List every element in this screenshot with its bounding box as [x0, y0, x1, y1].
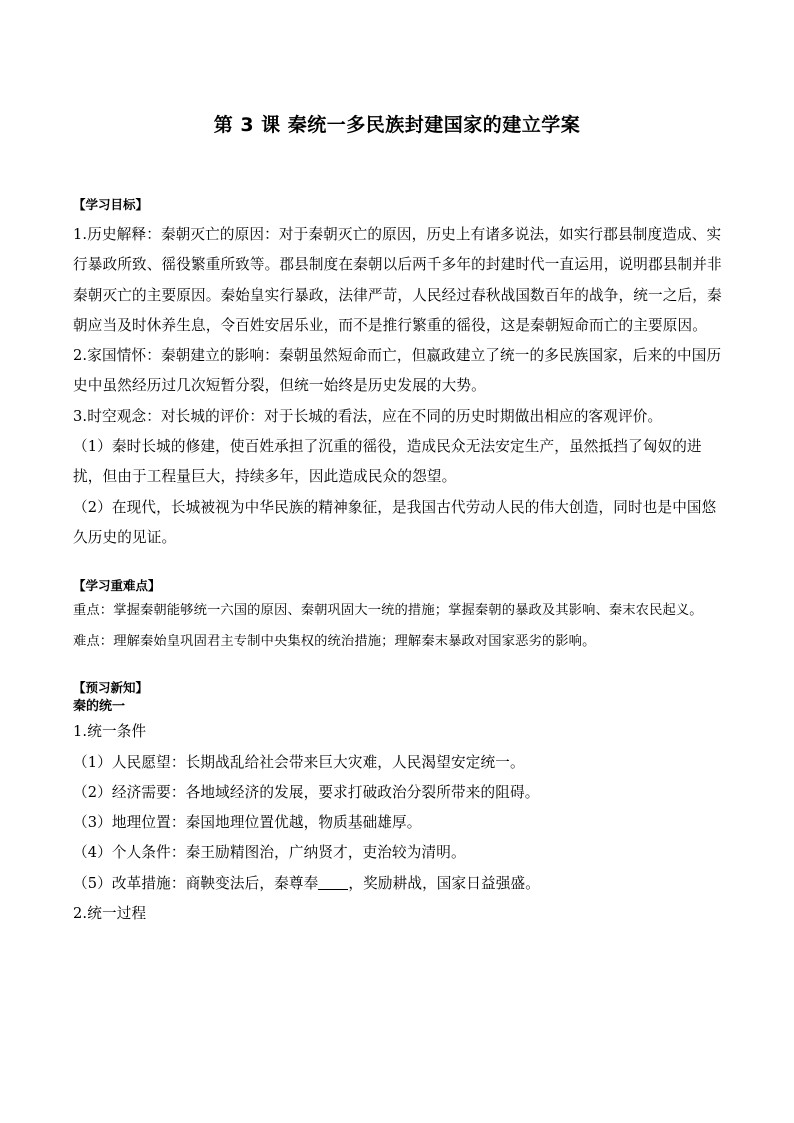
preview-subheading: 秦的统一	[73, 699, 126, 715]
condition-1: （1）人民愿望：长期战乱给社会带来巨大灾难，人民渴望安定统一。	[73, 753, 525, 771]
condition-5-text-before: （5）改革措施：商鞅变法后，秦尊奉	[73, 874, 319, 892]
focus-text: 重点：掌握秦朝能够统一六国的原因、秦朝巩固大一统的措施；掌握秦朝的暴政及其影响、秦末农民起义。	[73, 603, 703, 619]
goal-paragraph-1: 1.历史解释：秦朝灭亡的原因：对于秦朝灭亡的原因，历史上有诸多说法，如实行郡县制度造成、实行暴政所致、徭役繁重所致等。郡县制度在秦朝以后两千多年的封建时代一直运用，说明郡县制并非秦朝灭亡的主要原因。秦始皇实行暴政，法律严苛，人民经过春秋战国数百年的战争，统一之后，秦朝应当及时休养生息，令百姓安居乐业，而不是推行繁重的徭役，这是秦朝短命而亡的主要原因。	[73, 226, 722, 334]
page-title: 第 3 课 秦统一多民族封建国家的建立学案	[213, 114, 581, 136]
difficulty-text: 难点：理解秦始皇巩固君主专制中央集权的统治措施；理解秦末暴政对国家恶劣的影响。	[73, 634, 596, 650]
condition-3: （3）地理位置：秦国地理位置优越，物质基础雄厚。	[73, 814, 422, 832]
fill-in-blank[interactable]	[318, 875, 348, 890]
learning-goals-heading: 【学习目标】	[73, 197, 149, 212]
document-body	[73, 196, 723, 929]
goal-paragraph-4: （1）秦时长城的修建，使百姓承担了沉重的徭役，造成民众无法安定生产，虽然抵挡了匈奴的进扰，但由于工程量巨大，持续多年，因此造成民众的怨望。	[73, 438, 702, 486]
condition-5-text-after: ，奖励耕战，国家日益强盛。	[348, 874, 541, 892]
goal-paragraph-5: （2）在现代，长城被视为中华民族的精神象征，是我国古代劳动人民的伟大创造，同时也是中国悠久历史的见证。	[73, 498, 717, 546]
key-points-heading: 【学习重难点】	[73, 578, 161, 594]
preview-heading: 【预习新知】	[73, 680, 149, 696]
goal-paragraph-2: 2.家国情怀：秦朝建立的影响：秦朝虽然短命而亡，但嬴政建立了统一的多民族国家，后来的中国历史中虽然经历过几次短暂分裂，但统一始终是历史发展的大势。	[73, 347, 722, 395]
condition-2: （2）经济需要：各地域经济的发展，要求打破政治分裂所带来的阻碍。	[73, 783, 540, 801]
key-points-section	[73, 577, 723, 655]
learning-goals-section	[73, 196, 723, 553]
goal-paragraph-3: 3.时空观念：对长城的评价：对于长城的看法，应在不同的历史时期做出相应的客观评价。	[73, 407, 663, 425]
condition-4: （4）个人条件：秦王励精图治，广纳贤才，吏治较为清明。	[73, 844, 466, 862]
process-heading: 2.统一过程	[73, 905, 147, 923]
condition-heading: 1.统一条件	[73, 723, 147, 741]
preview-section	[73, 679, 723, 929]
condition-5	[73, 869, 723, 899]
